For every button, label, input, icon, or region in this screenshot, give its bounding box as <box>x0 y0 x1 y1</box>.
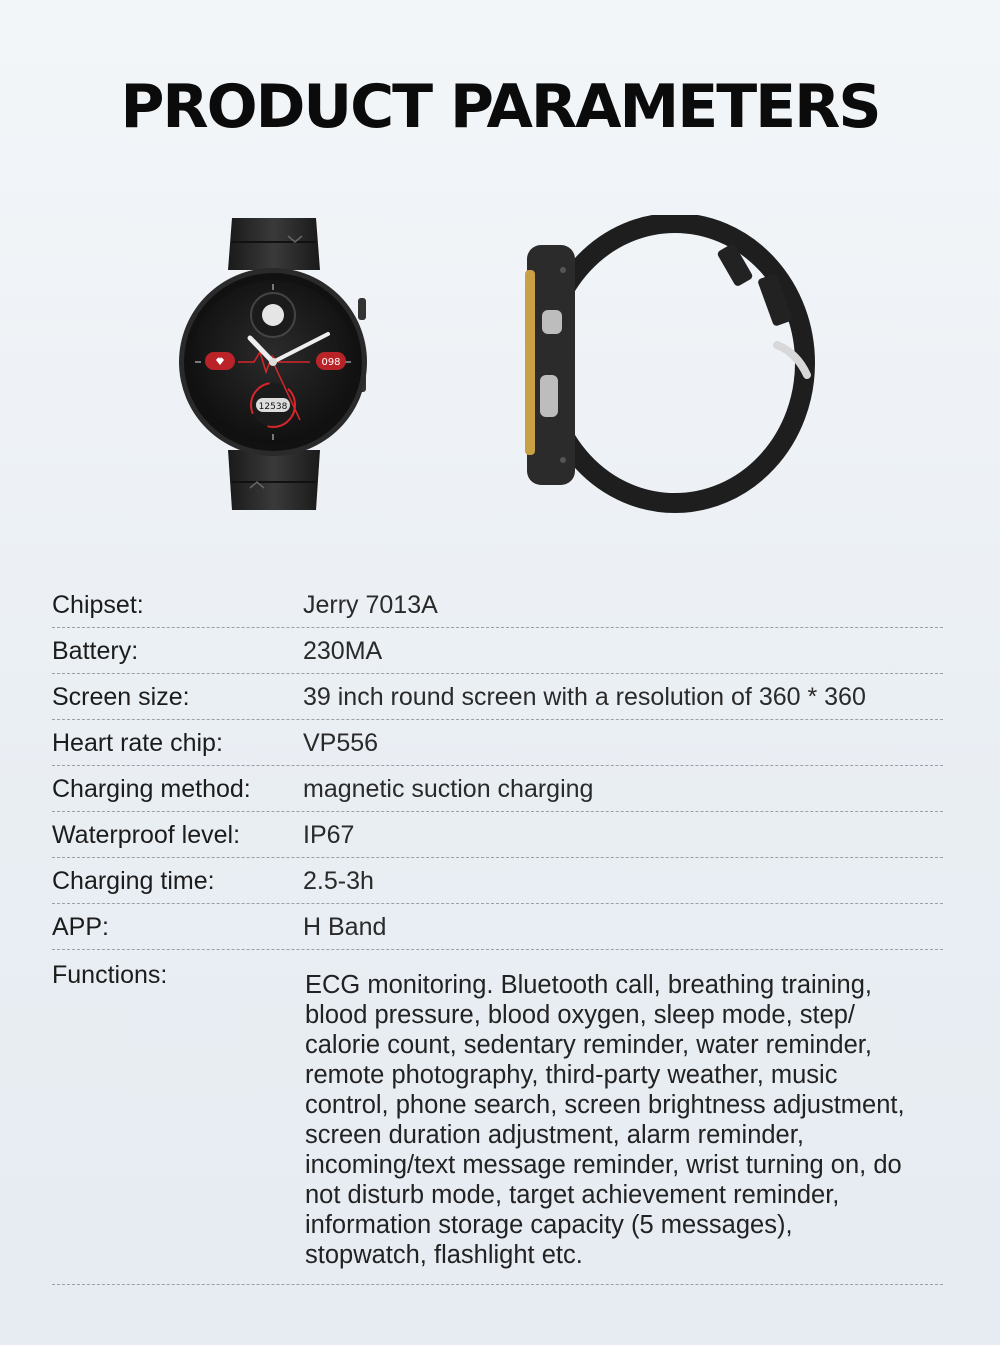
spec-row-app <box>52 904 943 950</box>
spec-label: Heart rate chip: <box>52 728 223 757</box>
spec-label: Charging method: <box>52 774 251 803</box>
watch-front-image <box>170 210 385 520</box>
spec-label: APP: <box>52 912 109 941</box>
spec-row-functions <box>52 950 943 1285</box>
spec-label: Screen size: <box>52 682 190 711</box>
spec-label: Functions: <box>52 961 168 989</box>
page-title: PRODUCT PARAMETERS <box>120 72 880 142</box>
spec-value: H Band <box>303 912 387 941</box>
spec-row-battery <box>52 628 943 674</box>
spec-label: Charging time: <box>52 866 215 895</box>
spec-row-charging-time <box>52 858 943 904</box>
spec-value: Jerry 7013A <box>303 590 438 619</box>
spec-value: magnetic suction charging <box>303 774 594 803</box>
spec-label: Battery: <box>52 636 139 665</box>
heart-rate-readout: 098 <box>321 357 341 368</box>
spec-row-chipset <box>52 582 943 628</box>
spec-value: 230MA <box>303 636 383 665</box>
spec-row-charging-method <box>52 766 943 812</box>
spec-row-heart-rate-chip <box>52 720 943 766</box>
spec-row-screen-size <box>52 674 943 720</box>
spec-row-waterproof-level <box>52 812 943 858</box>
spec-label: Chipset: <box>52 590 144 619</box>
spec-label: Waterproof level: <box>52 820 241 849</box>
spec-value: IP67 <box>303 820 355 849</box>
spec-value: 39 inch round screen with a resolution of 360 * 360 <box>303 682 866 711</box>
spec-table <box>52 582 943 1285</box>
spec-value: ECG monitoring. Bluetooth call, breathing training, blood pressure, blood oxygen, sleep mode, step/ calorie count, sedentary reminder, water reminder, remote photography, third-party weather, music control, phone search, screen brightness adjustment, screen duration adjustment, alarm reminder, incoming/text message reminder, wrist turning on, do not disturb mode, target achievement reminder, information storage capacity (5 messages), stopwatch, flashlight etc. <box>305 971 905 1269</box>
spec-value: VP556 <box>303 728 379 757</box>
watch-side-image <box>515 215 825 515</box>
spec-value: 2.5-3h <box>303 866 374 895</box>
steps-readout: 12538 <box>258 402 288 412</box>
